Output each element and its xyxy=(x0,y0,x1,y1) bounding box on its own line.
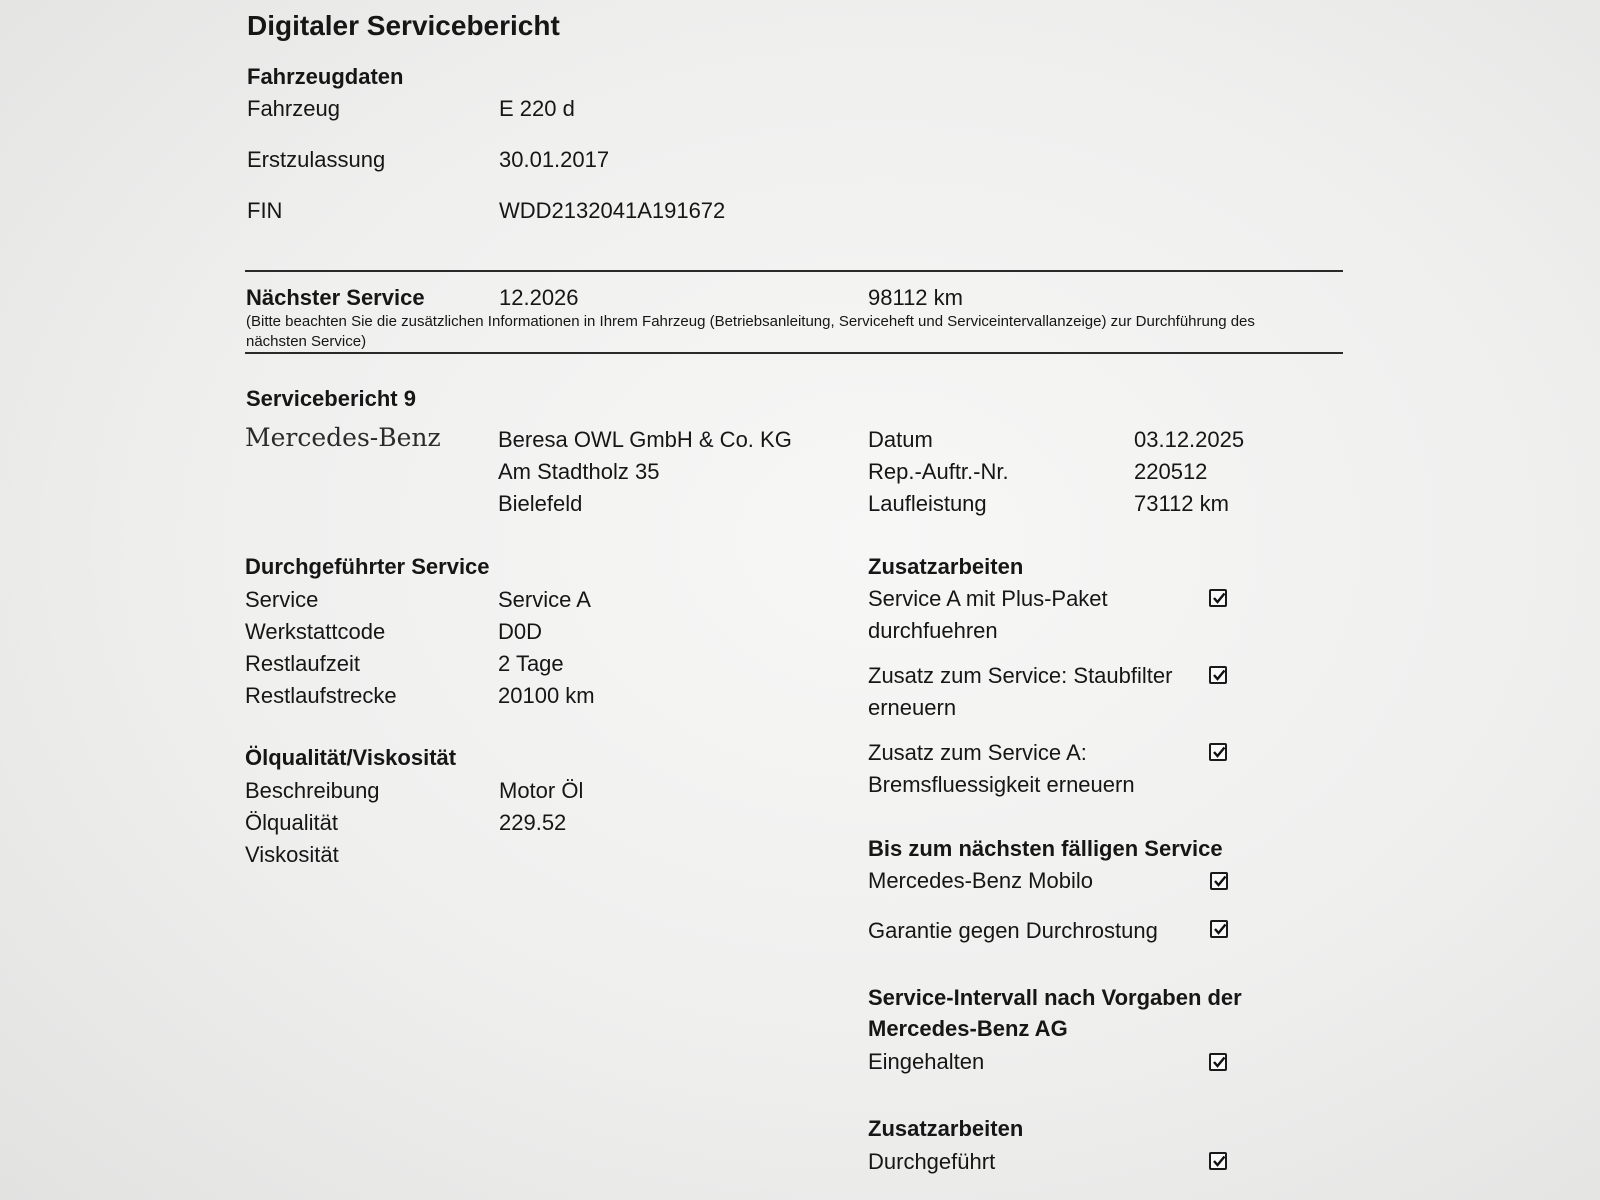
extra-work-item-2-line-2: erneuern xyxy=(868,695,957,720)
extra-work-item-2-line-1: Zusatz zum Service: Staubfilter xyxy=(868,663,1173,688)
mileage-value: 73112 km xyxy=(1134,491,1229,516)
extra-work-item-2-checkbox[interactable] xyxy=(1209,666,1227,684)
workshop-code-value: D0D xyxy=(498,619,543,644)
checkmark-icon xyxy=(1212,745,1226,759)
date-label: Datum xyxy=(868,427,933,452)
order-number-value: 220512 xyxy=(1134,459,1208,484)
remaining-distance-value: 20100 km xyxy=(498,683,595,708)
order-number-label: Rep.-Auftr.-Nr. xyxy=(868,459,1009,484)
service-value: Service A xyxy=(498,587,591,612)
remaining-time-label: Restlaufzeit xyxy=(245,651,360,676)
checkmark-icon xyxy=(1212,668,1226,682)
mobilo-checkbox[interactable] xyxy=(1210,872,1228,890)
workshop-code-label: Werkstattcode xyxy=(245,619,386,644)
until-next-heading: Bis zum nächsten fälligen Service xyxy=(868,836,1223,861)
dealer-name: Beresa OWL GmbH & Co. KG xyxy=(498,427,792,452)
checkmark-icon xyxy=(1212,591,1226,605)
oil-description-value: Motor Öl xyxy=(499,778,584,803)
viscosity-label: Viskosität xyxy=(245,842,339,867)
date-value: 03.12.2025 xyxy=(1134,427,1245,452)
extra-work-heading: Zusatzarbeiten xyxy=(868,554,1024,579)
oil-heading: Ölqualität/Viskosität xyxy=(245,745,457,770)
mileage-label: Laufleistung xyxy=(868,491,987,516)
page-title: Digitaler Servicebericht xyxy=(247,10,560,41)
interval-heading-line-2: Mercedes-Benz AG xyxy=(868,1016,1068,1041)
extra-work-item-1-checkbox[interactable] xyxy=(1209,589,1227,607)
next-service-date: 12.2026 xyxy=(499,285,579,310)
extra-work-item-3-line-1: Zusatz zum Service A: xyxy=(868,740,1087,765)
extra-work-2-heading: Zusatzarbeiten xyxy=(868,1116,1024,1141)
vehicle-label: Fahrzeug xyxy=(247,96,340,121)
dealer-city: Bielefeld xyxy=(498,491,583,516)
rust-warranty-checkbox[interactable] xyxy=(1210,920,1228,938)
vin-value: WDD2132041A191672 xyxy=(499,198,726,223)
checkmark-icon xyxy=(1212,1055,1226,1069)
interval-kept-label: Eingehalten xyxy=(868,1049,985,1074)
checkmark-icon xyxy=(1213,874,1227,888)
brand-logo: Mercedes-Benz xyxy=(245,423,441,452)
divider-top xyxy=(245,270,1343,272)
oil-quality-label: Ölqualität xyxy=(245,810,338,835)
registration-label: Erstzulassung xyxy=(247,147,386,172)
registration-value: 30.01.2017 xyxy=(499,147,610,172)
extra-work-item-3-checkbox[interactable] xyxy=(1209,743,1227,761)
dealer-street: Am Stadtholz 35 xyxy=(498,459,660,484)
report-heading: Servicebericht 9 xyxy=(246,386,416,411)
extra-work-item-3-line-2: Bremsfluessigkeit erneuern xyxy=(868,772,1135,797)
extra-work-2-done-checkbox[interactable] xyxy=(1209,1152,1227,1170)
oil-description-label: Beschreibung xyxy=(245,778,380,803)
next-service-note: (Bitte beachten Sie die zusätzlichen Informationen in Ihrem Fahrzeug (Betriebsanleitung, Serviceheft und Serviceintervallanzeige) zur Durchführung des nächsten Service) xyxy=(246,313,1255,350)
interval-kept-checkbox[interactable] xyxy=(1209,1053,1227,1071)
next-service-label: Nächster Service xyxy=(246,285,425,310)
service-label: Service xyxy=(245,587,319,612)
oil-quality-value: 229.52 xyxy=(499,810,567,835)
next-service-mileage: 98112 km xyxy=(868,285,963,310)
remaining-time-value: 2 Tage xyxy=(498,651,564,676)
checkmark-icon xyxy=(1213,922,1227,936)
vin-label: FIN xyxy=(247,198,283,223)
interval-heading-line-1: Service-Intervall nach Vorgaben der xyxy=(868,985,1242,1010)
rust-warranty-label: Garantie gegen Durchrostung xyxy=(868,918,1158,943)
extra-work-2-done-label: Durchgeführt xyxy=(868,1149,996,1174)
divider-bottom xyxy=(245,352,1343,354)
vehicle-heading: Fahrzeugdaten xyxy=(247,64,404,89)
performed-service-heading: Durchgeführter Service xyxy=(245,554,490,579)
extra-work-item-1-line-1: Service A mit Plus-Paket xyxy=(868,586,1108,611)
mobilo-label: Mercedes-Benz Mobilo xyxy=(868,868,1093,893)
checkmark-icon xyxy=(1212,1154,1226,1168)
vehicle-value: E 220 d xyxy=(499,96,575,121)
extra-work-item-1-line-2: durchfuehren xyxy=(868,618,998,643)
remaining-distance-label: Restlaufstrecke xyxy=(245,683,397,708)
